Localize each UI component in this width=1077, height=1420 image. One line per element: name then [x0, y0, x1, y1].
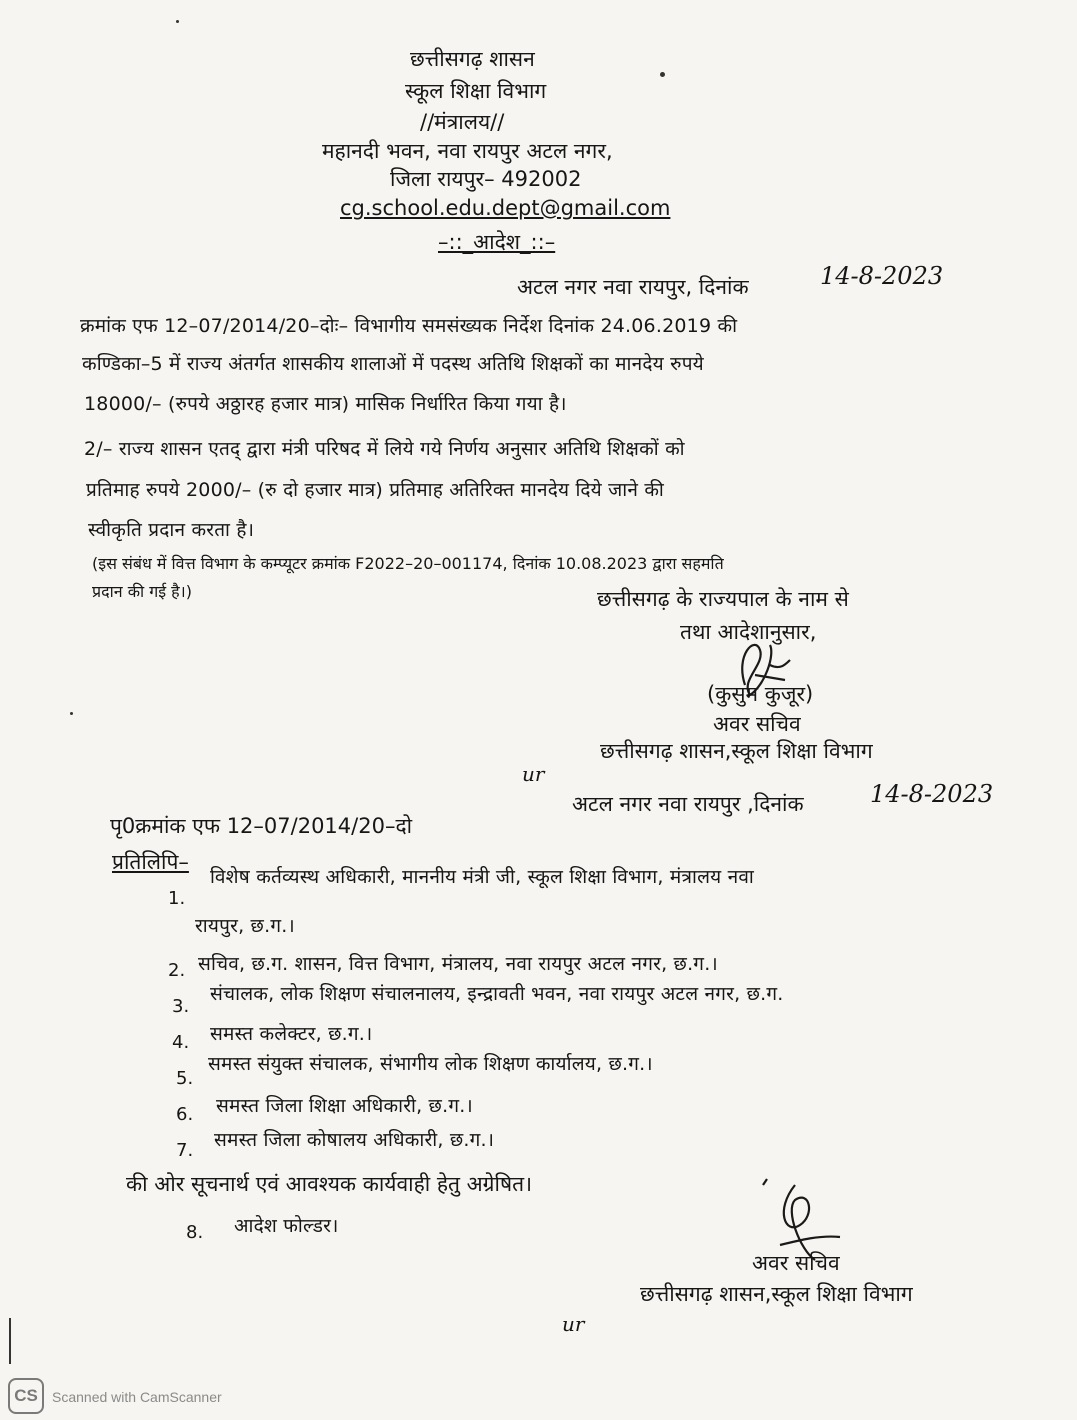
speck: [660, 72, 665, 77]
endorsement-number: पृ0क्रमांक एफ 12–07/2014/20–दो: [110, 814, 413, 838]
header-address: महानदी भवन, नवा रायपुर अटल नगर,: [322, 139, 613, 163]
order-note-line-1: (इस संबंध में वित्त विभाग के कम्प्यूटर क्रमांक F2022–20–001174, दिनांक 10.08.2023 द्वारा सहमति: [92, 554, 724, 573]
sig2-office: छत्तीसगढ़ शासन,स्कूल शिक्षा विभाग: [640, 1282, 913, 1306]
order-line-1: क्रमांक एफ 12–07/2014/20–दोः– विभागीय समसंख्यक निर्देश दिनांक 24.06.2019 की: [80, 315, 738, 337]
header-district: जिला रायपुर– 492002: [390, 167, 582, 191]
recipient-5-number: 5.: [176, 1068, 194, 1089]
recipient-4-line-1: समस्त कलेक्टर, छ.ग.।: [210, 1023, 373, 1045]
order-line-4: 2/– राज्य शासन एतद् द्वारा मंत्री परिषद में लिये गये निर्णय अनुसार अतिथि शिक्षकों को: [84, 438, 685, 460]
sig1-line2: तथा आदेशानुसार,: [680, 620, 817, 644]
recipient-3-number: 3.: [172, 996, 190, 1017]
order-handwritten-date: 14-8-2023: [820, 262, 944, 290]
sig2-initials: ur: [562, 1312, 585, 1336]
recipient-2-number: 2.: [168, 960, 186, 981]
order-place-date: अटल नगर नवा रायपुर, दिनांक: [517, 275, 749, 299]
order-line-6: स्वीकृति प्रदान करता है।: [88, 519, 255, 541]
header-ministry: //मंत्रालय//: [420, 110, 505, 134]
order-line-5: प्रतिमाह रुपये 2000/– (रु दो हजार मात्र) प्रतिमाह अतिरिक्त मानदेय दिये जाने की: [86, 479, 665, 501]
sig1-name: (कुसुम कुजूर): [707, 682, 814, 706]
recipient-1-number: 1.: [168, 888, 186, 909]
endorsement-handwritten-date: 14-8-2023: [870, 780, 994, 808]
order-line-3: 18000/– (रुपये अठ्ठारह हजार मात्र) मासिक निर्धारित किया गया है।: [84, 393, 567, 415]
scan-edge-mark: [9, 1318, 11, 1364]
copy-label: प्रतिलिपि–: [112, 850, 189, 874]
recipient-5-line-1: समस्त संयुक्त संचालक, संभागीय लोक शिक्षण कार्यालय, छ.ग.।: [208, 1053, 653, 1075]
recipient-4-number: 4.: [172, 1032, 190, 1053]
sig2-designation: अवर सचिव: [752, 1251, 840, 1275]
header-email: cg.school.edu.dept@gmail.com: [340, 196, 671, 220]
camscanner-watermark: Scanned with CamScanner: [52, 1389, 222, 1405]
header-government: छत्तीसगढ़ शासन: [410, 47, 535, 71]
recipient-2-line-1: सचिव, छ.ग. शासन, वित्त विभाग, मंत्रालय, नवा रायपुर अटल नगर, छ.ग.।: [198, 953, 718, 975]
order-title: –::_आदेश_::–: [438, 230, 556, 254]
item-8-text: आदेश फोल्डर।: [234, 1215, 339, 1237]
sig1-line1: छत्तीसगढ़ के राज्यपाल के नाम से: [597, 587, 849, 611]
order-note-line-2: प्रदान की गई है।): [92, 582, 192, 601]
recipient-1-line-2: रायपुर, छ.ग.।: [195, 915, 295, 937]
endorsement-place-date: अटल नगर नवा रायपुर ,दिनांक: [572, 792, 804, 816]
sig1-office: छत्तीसगढ़ शासन,स्कूल शिक्षा विभाग: [600, 739, 873, 763]
forward-text: की ओर सूचनार्थ एवं आवश्यक कार्यवाही हेतु अग्रेषित।: [126, 1172, 533, 1196]
camscanner-logo: CS: [8, 1378, 44, 1414]
order-line-2: कण्डिका–5 में राज्य अंतर्गत शासकीय शालाओं में पदस्थ अतिथि शिक्षकों का मानदेय रुपये: [82, 353, 704, 375]
header-department: स्कूल शिक्षा विभाग: [405, 79, 547, 103]
sig1-designation: अवर सचिव: [713, 712, 801, 736]
recipient-6-line-1: समस्त जिला शिक्षा अधिकारी, छ.ग.।: [216, 1095, 473, 1117]
recipient-7-line-1: समस्त जिला कोषालय अधिकारी, छ.ग.।: [214, 1129, 495, 1151]
sig1-initials: ur: [522, 762, 545, 786]
recipient-7-number: 7.: [176, 1140, 194, 1161]
speck: [176, 20, 179, 23]
recipient-1-line-1: विशेष कर्तव्यस्थ अधिकारी, माननीय मंत्री जी, स्कूल शिक्षा विभाग, मंत्रालय नवा: [210, 866, 755, 888]
recipient-3-line-1: संचालक, लोक शिक्षण संचालनालय, इन्द्रावती भवन, नवा रायपुर अटल नगर, छ.ग.: [210, 983, 784, 1005]
speck: [70, 712, 73, 715]
item-8-number: 8.: [186, 1222, 204, 1243]
recipient-6-number: 6.: [176, 1104, 194, 1125]
